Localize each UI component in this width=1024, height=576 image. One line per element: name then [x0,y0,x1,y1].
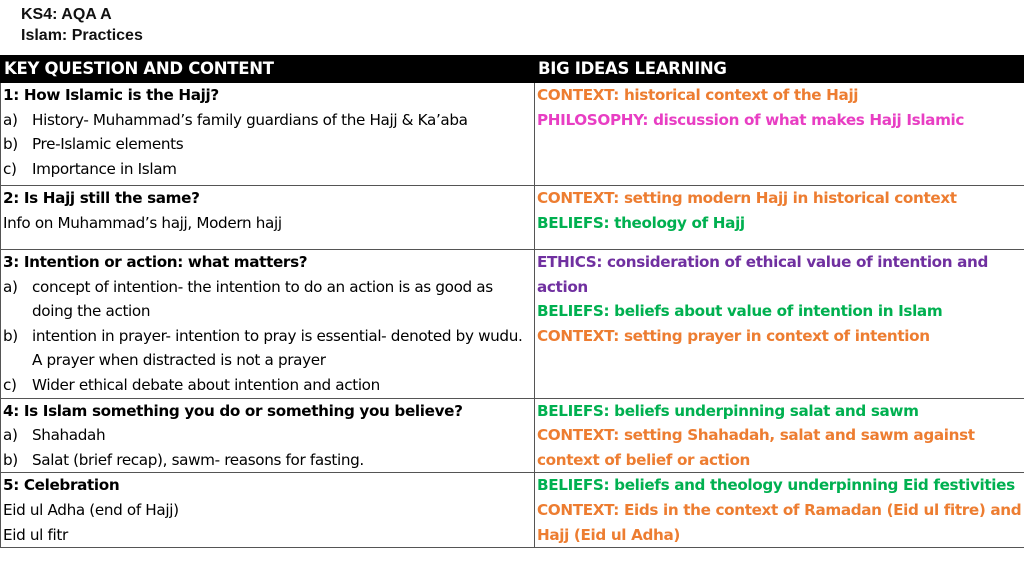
idea-ethics: ETHICS: consideration of ethical value of intention and action [537,253,989,296]
question-title: 3: Intention or action: what matters? [3,253,308,271]
key-question-cell [1,250,535,399]
idea-beliefs: BELIEFS: theology of Hajj [537,213,745,232]
idea-philosophy: PHILOSOPHY: discussion of what makes Hajj Islamic [537,110,965,129]
idea-beliefs: BELIEFS: beliefs about value of intention in Islam [537,302,943,321]
list-item [3,157,534,182]
question-title: 1: How Islamic is the Hajj? [3,86,219,104]
list-marker: a) [3,277,18,296]
idea-beliefs: BELIEFS: beliefs and theology underpinning Eid festivities [537,476,1015,495]
key-question-cell [1,473,535,548]
question-detail: Eid ul fitr [3,525,68,544]
list-marker: b) [3,135,18,154]
list-text: Shahadah [32,426,106,445]
list-item [3,448,534,473]
list-item [3,373,534,398]
key-question-cell [1,186,535,250]
column-header-big-ideas: BIG IDEAS LEARNING [535,56,1024,83]
list-item [3,423,534,448]
slide-heading [21,4,143,46]
column-header-key-question: KEY QUESTION AND CONTENT [1,56,535,83]
list-text: Salat (brief recap), sawm- reasons for fasting. [32,450,364,469]
key-question-cell [1,83,535,186]
idea-beliefs: BELIEFS: beliefs underpinning salat and sawm [537,401,919,420]
list-item [3,324,534,373]
list-marker: c) [3,375,17,394]
key-question-cell [1,398,535,473]
idea-context: CONTEXT: historical context of the Hajj [537,86,859,104]
table-row [1,186,1024,250]
table-row [1,398,1024,473]
question-detail: Info on Muhammad’s hajj, Modern hajj [3,213,282,232]
idea-context: CONTEXT: setting modern Hajj in historical context [537,189,957,207]
list-marker: b) [3,326,18,345]
question-title: 5: Celebration [3,476,120,495]
big-ideas-cell [535,398,1024,473]
heading-topic: Islam: Practices [21,27,143,44]
curriculum-table [0,55,1024,548]
big-ideas-cell [535,473,1024,548]
list-marker: b) [3,450,18,469]
list-item [3,275,534,324]
list-text: intention in prayer- intention to pray is essential- denoted by wudu. A prayer when distracted is not a prayer [32,326,523,370]
idea-context: CONTEXT: Eids in the context of Ramadan (Eid ul fitre) and Hajj (Eid ul Adha) [537,500,1022,544]
table-row [1,83,1024,186]
list-text: Wider ethical debate about intention and action [32,375,380,394]
big-ideas-cell [535,186,1024,250]
question-title: 2: Is Hajj still the same? [3,189,200,207]
list-text: Pre-Islamic elements [32,135,184,154]
question-detail: Eid ul Adha (end of Hajj) [3,500,179,519]
table-row [1,250,1024,399]
list-marker: c) [3,159,17,178]
question-title: 4: Is Islam something you do or something you believe? [3,401,463,420]
big-ideas-cell [535,83,1024,186]
big-ideas-cell [535,250,1024,399]
list-item [3,108,534,133]
list-marker: a) [3,426,18,445]
list-item [3,132,534,157]
idea-context: CONTEXT: setting prayer in context of intention [537,326,930,345]
table-row [1,473,1024,548]
idea-context: CONTEXT: setting Shahadah, salat and sawm against context of belief or action [537,426,975,469]
list-marker: a) [3,110,18,129]
table-header-row [1,56,1024,83]
heading-course: KS4: AQA A [21,6,112,23]
list-text: Importance in Islam [32,159,177,178]
list-text: concept of intention- the intention to do an action is as good as doing the action [32,277,493,321]
list-text: History- Muhammad’s family guardians of the Hajj & Ka’aba [32,110,468,129]
